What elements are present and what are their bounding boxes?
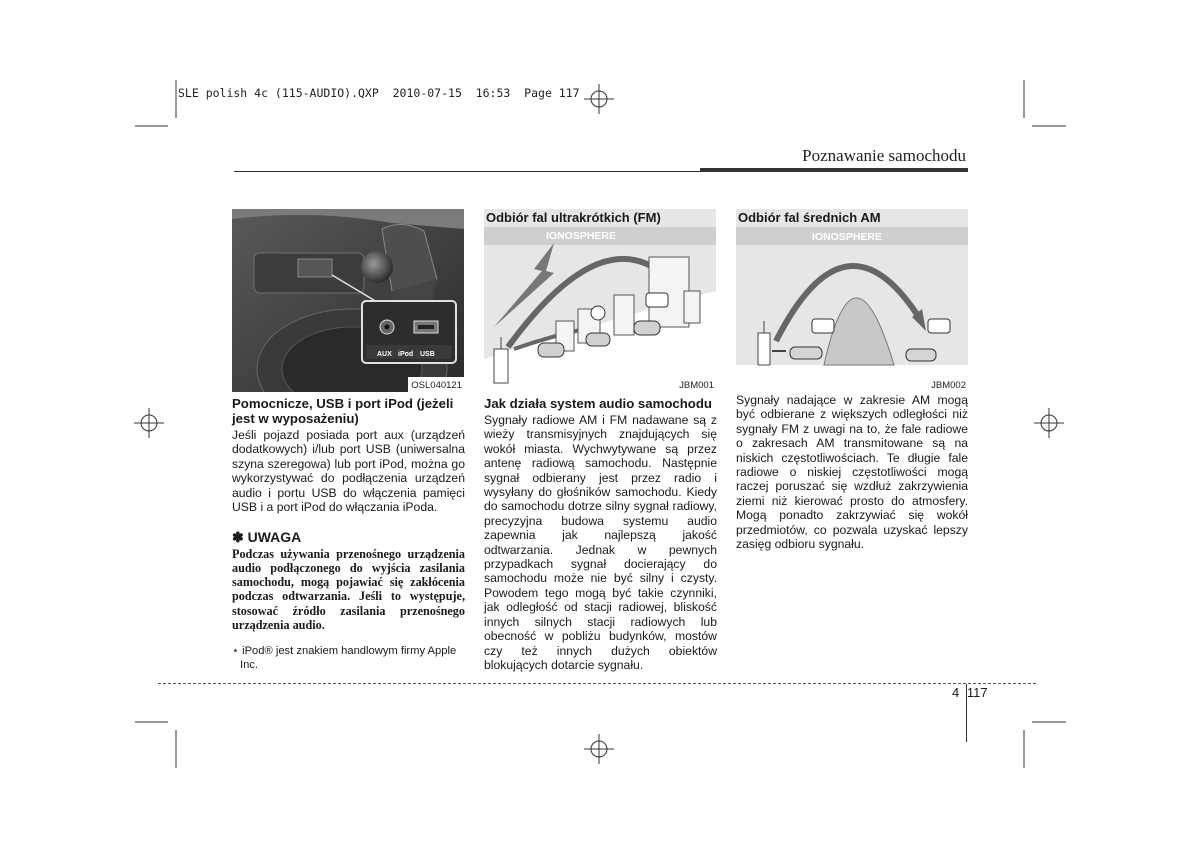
section-heading: Jak działa system audio samochodu [484,396,712,411]
section-heading: Pomocnicze, USB i port iPod (jeżeli jest w wyposażeniu) [232,396,454,426]
usb-label: USB [420,351,435,358]
figure-code: OSL040121 [411,380,462,391]
fm-reception-diagram [484,209,716,392]
ionosphere-label: IONOSPHERE [546,230,617,242]
page-number [952,685,988,700]
page-number-value: 117 [966,685,988,700]
section-title: Poznawanie samochodu [802,146,966,165]
body-text: Sygnały nadające w zakresie AM mogą być odbierane z większych odległości niż sygnały FM z uwagi na to, że fale radiowe o zakresach AM transmitowane są na niskich częstotliwościach. Te długie fale radiowe o niskiej częstotliwości mogą raczej poruszać się wzdłuż zakrzywienia ziemi niż kierować prosto do atmosfery. Mogą ponadto zakrzywiać się wokół przedmiotów, co pozwala uzyskać lepszy zasięg odbioru sygnału. [736,393,968,552]
warning-text: Podczas używania przenośnego urządzenia audio podłączonego do wyjścia zasilania samochodu, mogą pojawiać się zakłócenia podczas odtwarzania. Jeśli to występuje, stosować źródło zasilania przenośnego urządzenia audio. [232,546,465,632]
am-figure-title: Odbiór fal średnich AM [738,210,881,225]
figure-code: JBM001 [679,380,714,391]
page-number-divider [966,684,967,742]
aux-label: AUX [377,351,392,358]
fm-figure-title: Odbiór fal ultrakrótkich (FM) [486,210,661,225]
registration-mark-left [134,408,164,438]
am-reception-diagram [736,209,968,392]
registration-mark-right [1034,408,1064,438]
body-text: Sygnały radiowe AM i FM nadawane są z wieży transmisyjnych znajdujących się wokół miasta. Wychwytywane są przez antenę radiową samochodu. Następnie sygnał odbierany jest przez radio i wysyłany do głośników samochodu. Kiedy do samochodu dotrze silny sygnał radiowy, precyzyjna budowa systemu audio zapewnia jak najlepszą jakość odtwarzania. Jednak w pewnych przypadkach sygnał docierający do samochodu może nie być silny i czysty. Powodem tego mogą być takie czynniki, jak odległość od stacji radiowej, bliskość innych silnych stacji radiowych lub obecność w pobliżu budynków, mostów czy też innych dużych obiektów blokujących dotarcie sygnału. [484,413,717,672]
warning-title: ✽ UWAGA [232,529,302,546]
fm-reception-figure [484,209,716,392]
body-text: Jeśli pojazd posiada port aux (urządzeń dodatkowych) i/lub port USB (uniwersalna szyna szeregowa) lub port iPod, można go wykorzystywać do podłączenia urządzeń audio i portu USB do włączenia pamięci USB i a port iPod do włączania iPoda. [232,428,465,515]
audio-system-section [484,396,717,672]
am-reception-figure [736,209,968,392]
registration-mark-bottom [584,734,614,764]
figure-code: JBM002 [931,380,966,391]
header-rule-accent [700,168,968,172]
aux-usb-ipod-section [232,396,465,672]
registration-mark-top [584,84,614,114]
trademark-note: ⋆ iPod® jest znakiem handlowym firmy Apple Inc. [232,645,457,672]
ipod-label: iPod [398,351,414,358]
ionosphere-label: IONOSPHERE [812,231,883,243]
am-section [736,393,968,551]
console-photo-figure [232,209,464,392]
chapter-number: 4 [952,685,960,700]
console-photo [232,209,464,392]
footer-rule [158,683,1036,684]
print-slug: SLE polish 4c (115-AUDIO).QXP 2010-07-15 16:53 Page 117 [178,86,580,100]
